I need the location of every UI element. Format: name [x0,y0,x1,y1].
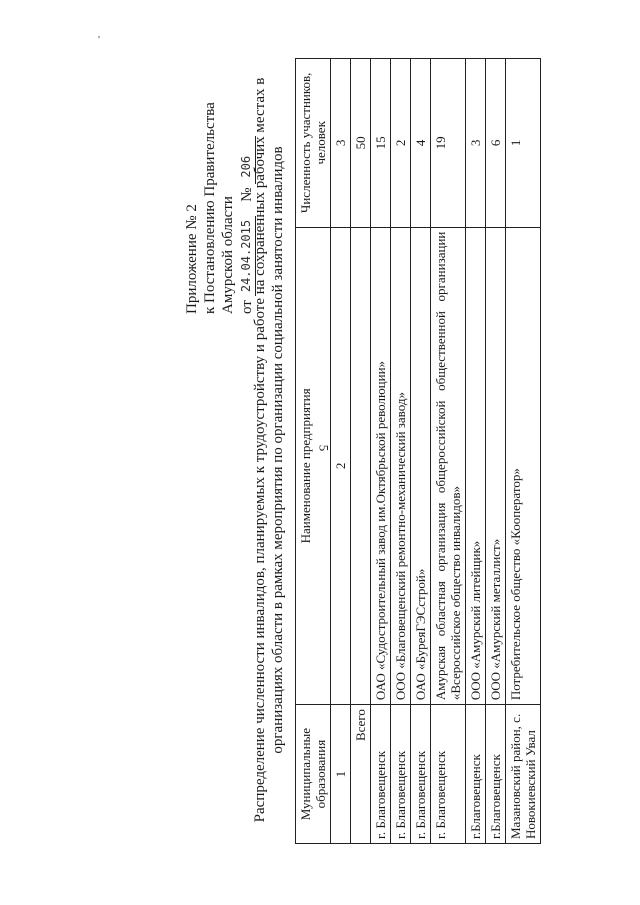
header-count: Численность участников, человек [296,59,331,228]
scan-mark: ' [98,34,100,46]
total-value: 50 [351,59,371,228]
table-row [371,59,391,844]
cell-count: 1 [506,59,541,228]
cell-enterprise: ОАО «БуреяГЭСстрой» [411,227,431,705]
table-row [506,59,541,844]
table-row [411,59,431,844]
cell-municipality: г. Благовещенск [391,705,411,844]
appendix-block [183,102,256,314]
table-total-row [351,59,371,844]
cell-count: 6 [486,59,506,228]
appendix-region: Амурской области [220,196,236,314]
cell-enterprise: ООО «Амурский металлист» [486,227,506,705]
cell-enterprise: ООО «Благовещенский ремонтно-механический завод» [391,227,411,705]
cell-municipality: г.Благовещенск [466,705,486,844]
cell-enterprise: Потребительское общество «Кооператор» [506,227,541,705]
table-row [391,59,411,844]
index-cell: 1 [331,705,351,844]
number-prefix: № [239,187,255,202]
index-cell: 2 [331,227,351,705]
cell-count: 19 [431,59,466,228]
cell-enterprise: ООО «Амурский литейщик» [466,227,486,705]
total-empty [351,227,371,705]
index-cell: 3 [331,59,351,228]
cell-municipality: г. Благовещенск [411,705,431,844]
heading-line-2: организациях области в рамках мероприятия по организации социальной занятости инвалидов [270,146,286,754]
cell-municipality: г. Благовещенск [431,705,466,844]
heading-line-1: Распределение численности инвалидов, планируемых к трудоустройству и работе на сохраненных рабочих местах в [252,77,268,823]
cell-municipality: г.Благовещенск [486,705,506,844]
cell-enterprise: ОАО «Судостроительный завод им.Октябрьской революции» [371,227,391,705]
rotated-page [155,30,640,880]
table-row [486,59,506,844]
document-heading [251,60,287,840]
table-row [431,59,466,844]
appendix-title: Приложение № 2 [184,204,200,314]
date-value: 24.04.2015 [237,216,256,296]
page-number: 5 [316,444,332,452]
table-row [466,59,486,844]
header-enterprise: Наименование предприятия [296,227,331,705]
cell-count: 15 [371,59,391,228]
cell-municipality: г. Благовещенск [371,705,391,844]
cell-count: 3 [466,59,486,228]
cell-count: 2 [391,59,411,228]
table-header-row [296,59,331,844]
header-municipality: Муниципальные образования [296,705,331,844]
total-label: Всего [351,705,371,844]
table-index-row [331,59,351,844]
distribution-table [295,58,541,844]
cell-enterprise: Амурская областная организация общероссийской общественной организации «Всероссийское общество инвалидов» [431,227,466,705]
cell-municipality: Мазановский район, с. Новокиевский Увал [506,705,541,844]
cell-count: 4 [411,59,431,228]
number-value: 206 [237,136,256,184]
appendix-resolution: к Постановлению Правительства [202,102,218,314]
date-prefix: от [239,300,255,314]
